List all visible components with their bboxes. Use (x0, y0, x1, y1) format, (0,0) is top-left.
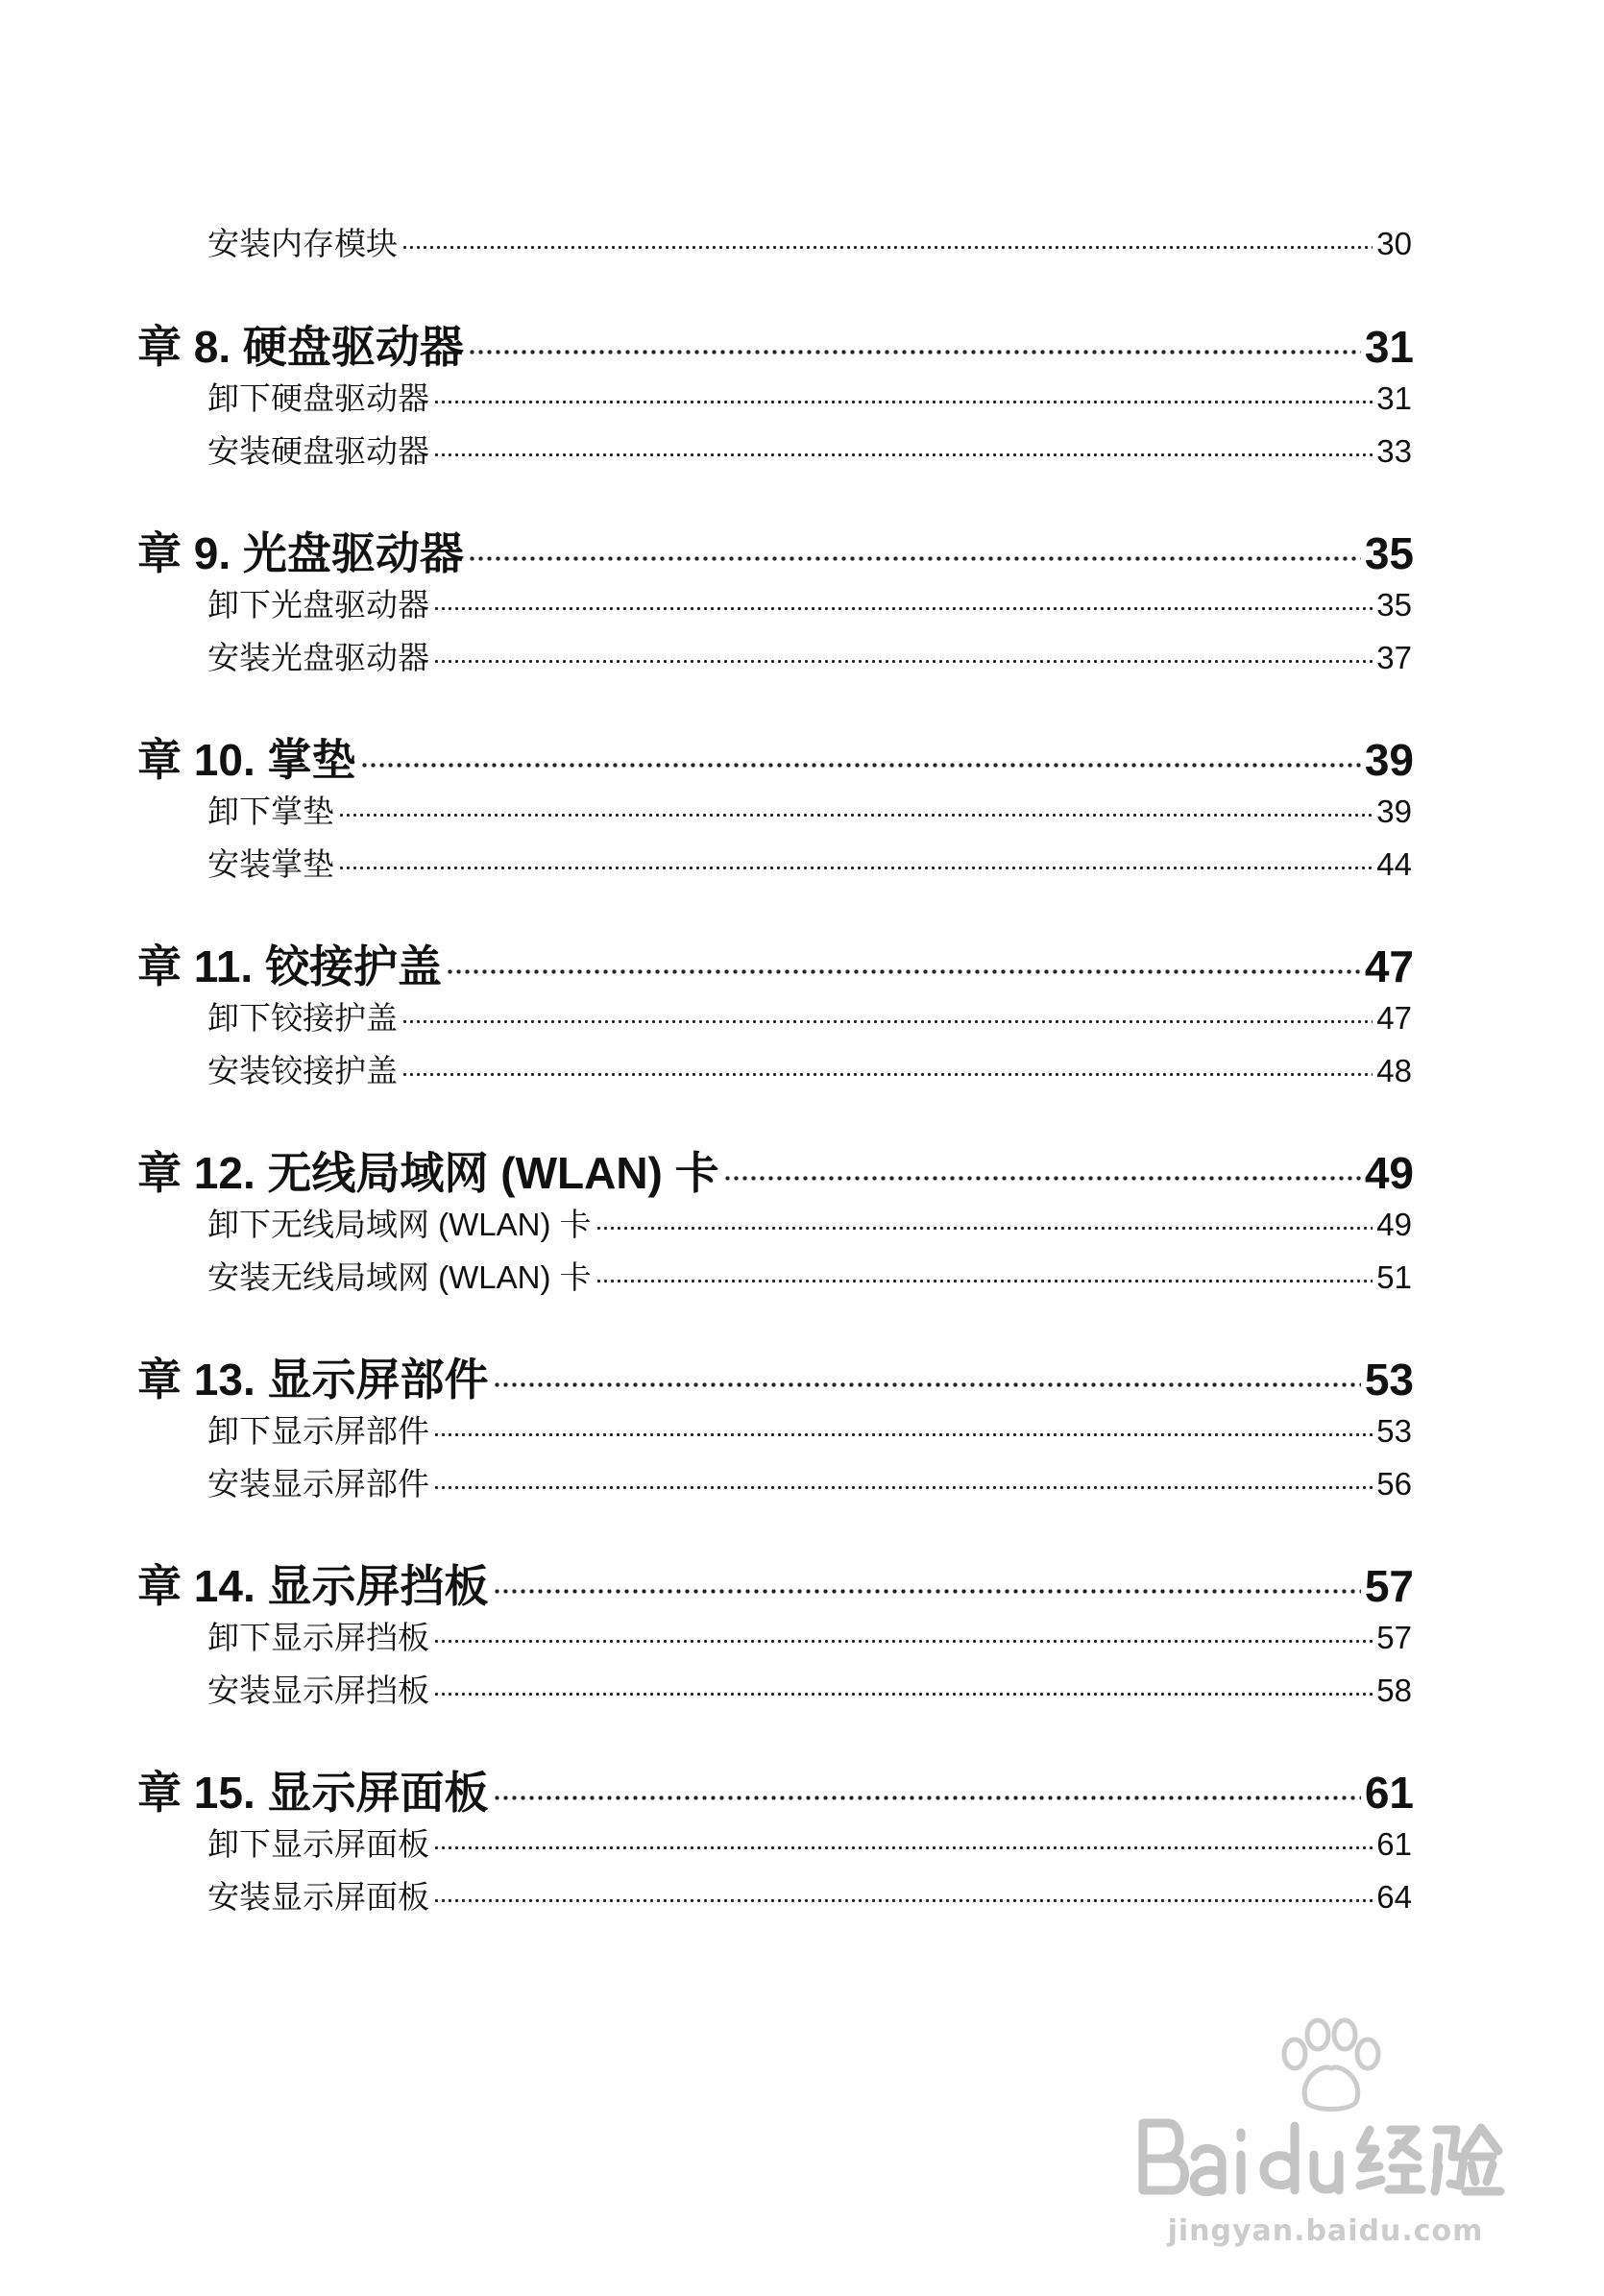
dot-leader (595, 1253, 1373, 1284)
toc-entry-page: 31 (1376, 380, 1412, 416)
dot-leader (401, 1046, 1373, 1078)
toc-entry[interactable] (207, 1463, 1412, 1505)
dot-leader (433, 1613, 1373, 1645)
toc-entry-label: 安装掌垫 (207, 846, 334, 882)
dot-leader (338, 840, 1373, 871)
toc-chapter-label: 章 10. 掌垫 (137, 735, 356, 785)
toc-entry-label: 安装显示屏挡板 (207, 1673, 429, 1708)
toc-entry-page: 30 (1376, 226, 1412, 261)
toc-chapter[interactable] (137, 1144, 1414, 1202)
toc-entry-page: 33 (1376, 433, 1412, 469)
dot-leader (595, 1200, 1373, 1232)
toc-entry-label: 安装内存模块 (207, 226, 398, 261)
toc-entry-page: 44 (1376, 846, 1412, 882)
toc-entry-page: 39 (1376, 794, 1412, 829)
toc-entry-page: 47 (1376, 1000, 1412, 1036)
dot-leader (433, 374, 1373, 405)
dot-leader (433, 1872, 1373, 1904)
toc-chapter[interactable] (137, 1557, 1414, 1615)
toc-entry[interactable] (207, 1876, 1412, 1918)
dot-leader (338, 787, 1373, 818)
toc-entry-label: 安装无线局域网 (WLAN) 卡 (207, 1259, 592, 1295)
toc-entry-page: 53 (1376, 1413, 1412, 1449)
toc-entry-label: 卸下硬盘驱动器 (207, 380, 429, 416)
toc-entry[interactable] (207, 1617, 1412, 1659)
toc-entry-page: 48 (1376, 1053, 1412, 1088)
dot-leader (446, 932, 1361, 976)
toc-entry-label: 安装光盘驱动器 (207, 640, 429, 675)
toc-entry[interactable] (207, 223, 1412, 265)
toc-entry-label: 安装显示屏面板 (207, 1879, 429, 1915)
dot-leader (433, 633, 1373, 665)
toc-entry[interactable] (207, 1670, 1412, 1712)
toc-entry-page: 57 (1376, 1620, 1412, 1655)
dot-leader (360, 725, 1361, 769)
toc-chapter[interactable] (137, 1764, 1414, 1821)
toc-entry-page: 56 (1376, 1466, 1412, 1502)
toc-chapter-label: 章 8. 硬盘驱动器 (137, 322, 464, 372)
dot-leader (401, 219, 1373, 251)
dot-leader (433, 1666, 1373, 1698)
toc-entry-label: 安装硬盘驱动器 (207, 433, 429, 469)
toc-entry-label: 卸下显示屏部件 (207, 1413, 429, 1449)
paw-icon (1268, 2017, 1393, 2113)
toc-chapter-label: 章 9. 光盘驱动器 (137, 528, 464, 578)
toc-entry[interactable] (207, 1823, 1412, 1866)
toc-entry-label: 卸下无线局域网 (WLAN) 卡 (207, 1207, 592, 1242)
toc-entry-label: 安装铰接护盖 (207, 1053, 398, 1088)
toc-entry[interactable] (207, 584, 1412, 626)
toc-entry[interactable] (207, 843, 1412, 886)
toc-chapter-page: 61 (1364, 1768, 1414, 1818)
toc-entry[interactable] (207, 1050, 1412, 1092)
dot-leader (493, 1345, 1361, 1389)
toc-entry-page: 37 (1376, 640, 1412, 675)
watermark-url: jingyan.baidu.com (1167, 2214, 1484, 2248)
toc-entry-label: 卸下掌垫 (207, 794, 334, 829)
toc-chapter[interactable] (137, 938, 1414, 995)
toc-entry-page: 49 (1376, 1207, 1412, 1242)
toc-entry-page: 58 (1376, 1673, 1412, 1708)
toc-entry-label: 卸下铰接护盖 (207, 1000, 398, 1036)
toc-entry-label: 卸下光盘驱动器 (207, 587, 429, 623)
toc-chapter-label: 章 11. 铰接护盖 (137, 941, 442, 991)
dot-leader (723, 1138, 1361, 1183)
toc-entry[interactable] (207, 997, 1412, 1039)
toc-entry[interactable] (207, 430, 1412, 473)
toc-chapter-label: 章 14. 显示屏挡板 (137, 1561, 489, 1611)
dot-leader (433, 1406, 1373, 1438)
toc-chapter-page: 49 (1364, 1148, 1414, 1198)
toc-chapter-page: 57 (1364, 1561, 1414, 1611)
dot-leader (433, 1820, 1373, 1851)
dot-leader (493, 1758, 1361, 1802)
toc-entry[interactable] (207, 1204, 1412, 1246)
dot-leader (433, 427, 1373, 458)
toc-entry[interactable] (207, 637, 1412, 679)
toc-chapter-page: 31 (1364, 322, 1414, 372)
toc-entry-page: 61 (1376, 1826, 1412, 1862)
toc-entry-page: 64 (1376, 1879, 1412, 1915)
baidu-jingyan-watermark (1133, 2017, 1518, 2277)
toc-chapter-page: 53 (1364, 1355, 1414, 1404)
toc-entry[interactable] (207, 1257, 1412, 1299)
dot-leader (433, 1459, 1373, 1491)
toc-entry[interactable] (207, 1410, 1412, 1453)
toc-entry[interactable] (207, 791, 1412, 833)
toc-chapter[interactable] (137, 318, 1414, 376)
toc-chapter-label: 章 12. 无线局域网 (WLAN) 卡 (137, 1148, 719, 1198)
toc-chapter[interactable] (137, 525, 1414, 582)
toc-chapter[interactable] (137, 1351, 1414, 1408)
toc-chapter-page: 39 (1364, 735, 1414, 785)
dot-leader (468, 312, 1361, 356)
toc-chapter-page: 47 (1364, 941, 1414, 991)
toc-entry-page: 35 (1376, 587, 1412, 623)
toc-entry-label: 卸下显示屏面板 (207, 1826, 429, 1862)
toc-entry-label: 卸下显示屏挡板 (207, 1620, 429, 1655)
toc-chapter-page: 35 (1364, 528, 1414, 578)
dot-leader (468, 519, 1361, 563)
toc-entry[interactable] (207, 378, 1412, 420)
toc-chapter[interactable] (137, 731, 1414, 789)
toc-chapter-label: 章 15. 显示屏面板 (137, 1768, 489, 1818)
toc-entry-label: 安装显示屏部件 (207, 1466, 429, 1502)
baidu-logo-lettering (1133, 2109, 1518, 2205)
dot-leader (493, 1551, 1361, 1596)
toc-chapter-label: 章 13. 显示屏部件 (137, 1355, 489, 1404)
toc-entry-page: 51 (1376, 1259, 1412, 1295)
dot-leader (433, 580, 1373, 612)
dot-leader (401, 993, 1373, 1025)
